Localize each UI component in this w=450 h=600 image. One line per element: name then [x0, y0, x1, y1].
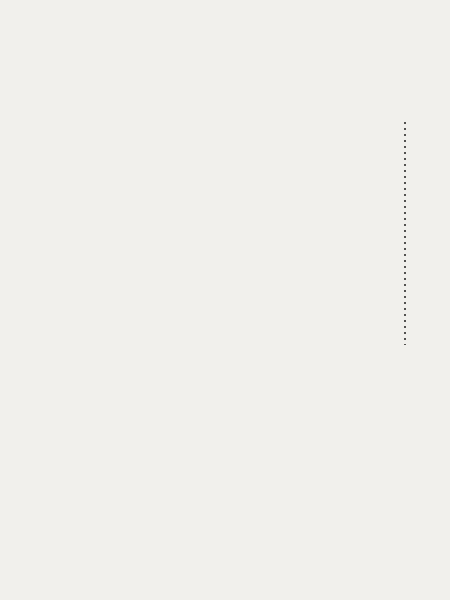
- preface-leader-dots: [404, 120, 406, 345]
